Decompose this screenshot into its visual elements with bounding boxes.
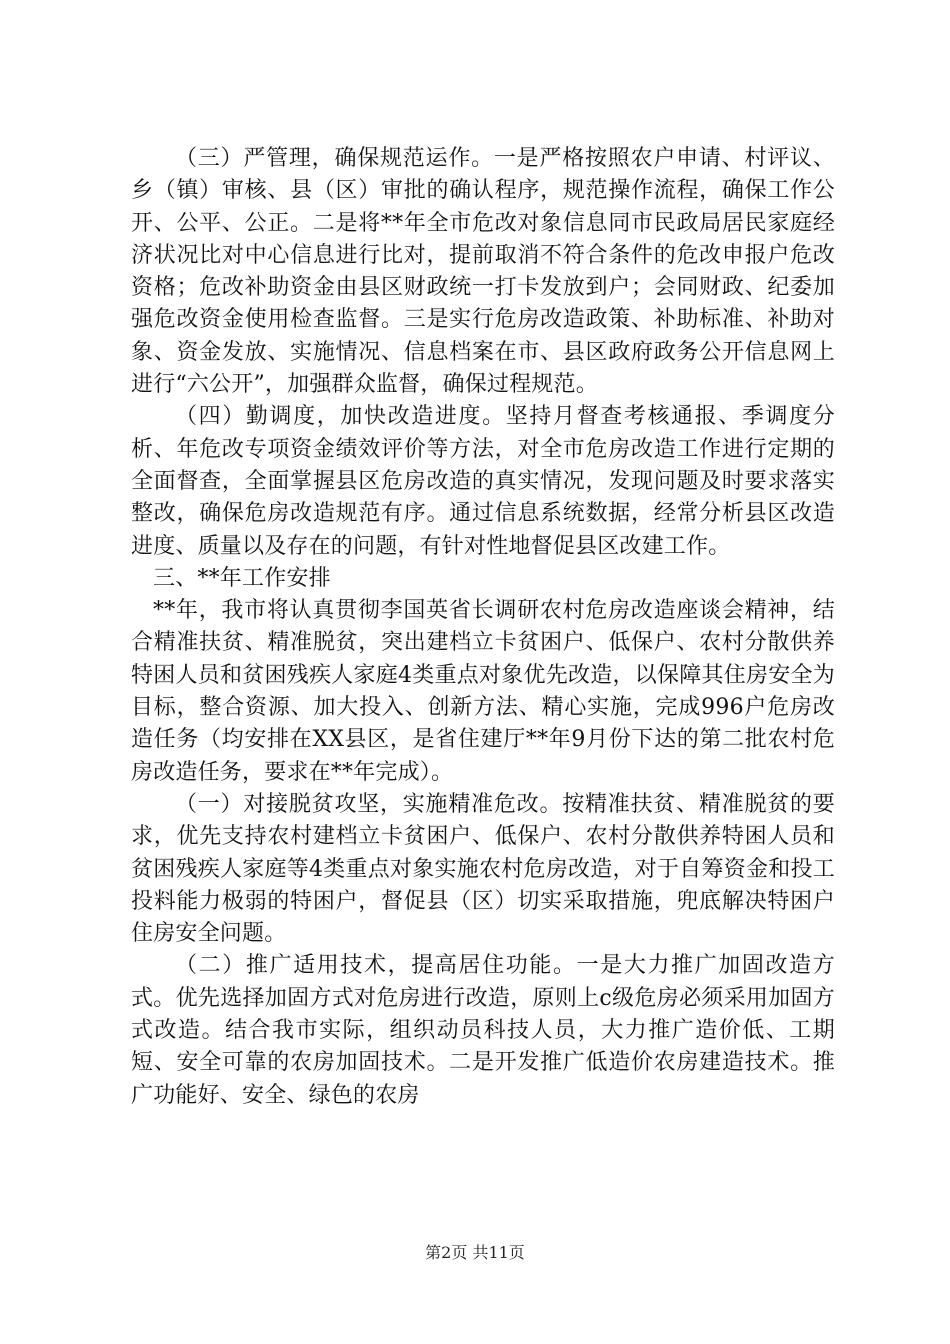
section-heading-work-plan: 三、**年工作安排 bbox=[153, 565, 331, 591]
paragraph-strict-management: （三）严管理，确保规范运作。一是严格按照农户申请、村评议、乡（镇）审核、县（区）审批的确认程序，规范操作流程，确保工作公开、公平、公正。二是将**年全市危改对象信息同市民政局居民家庭经济状况比对中心信息进行比对，提前取消不符合条件的危改申报户危改资格；危改补助资金由县区财政统一打卡发放到户；会同财政、纪委加强危改资金使用检查监督。三是实行危房改造政策、补助标准、补助对象、资金发放、实施情况、信息档案在市、县区政府政务公开信息网上进行“六公开”，加强群众监督，确保过程规范。 bbox=[131, 146, 835, 398]
paragraph-diligent-scheduling: （四）勤调度，加快改造进度。坚持月督查考核通报、季调度分析、年危改专项资金绩效评价等方法，对全市危房改造工作进行定期的全面督查，全面掌握县区危房改造的真实情况，发现问题及时要求落实整改，确保危房改造规范有序。通过信息系统数据，经常分析县区改造进度、质量以及存在的问题，有针对性地督促县区改建工作。 bbox=[131, 404, 835, 559]
paragraph-work-plan-intro: **年，我市将认真贯彻李国英省长调研农村危房改造座谈会精神，结合精准扶贫、精准脱贫，突出建档立卡贫困户、低保户、农村分散供养特困人员和贫困残疾人家庭4类重点对象优先改造，以保障其住房安全为目标，整合资源、加大投入、创新方法、精心实施，完成996户危房改造任务（均安排在XX县区，是省住建厅**年9月份下达的第二批农村危房改造任务，要求在**年完成）。 bbox=[131, 598, 835, 785]
document-body bbox=[131, 143, 835, 1112]
paragraph-poverty-alleviation: （一）对接脱贫攻坚，实施精准危改。按精准扶贫、精准脱贫的要求，优先支持农村建档立卡贫困户、低保户、农村分散供养特困人员和贫困残疾人家庭等4类重点对象实施农村危房改造，对于自筹资金和投工投料能力极弱的特困户，督促县（区）切实采取措施，兜底解决特困户住房安全问题。 bbox=[131, 791, 835, 947]
paragraph-applicable-technology: （二）推广适用技术，提高居住功能。一是大力推广加固改造方式。优先选择加固方式对危房进行改造，原则上c级危房必须采用加固方式改造。结合我市实际，组织动员科技人员，大力推广造价低、工期短、安全可靠的农房加固技术。二是开发推广低造价农房建造技术。推广功能好、安全、绿色的农房 bbox=[131, 953, 835, 1108]
page-number-footer: 第2页 共11页 bbox=[425, 1243, 525, 1262]
